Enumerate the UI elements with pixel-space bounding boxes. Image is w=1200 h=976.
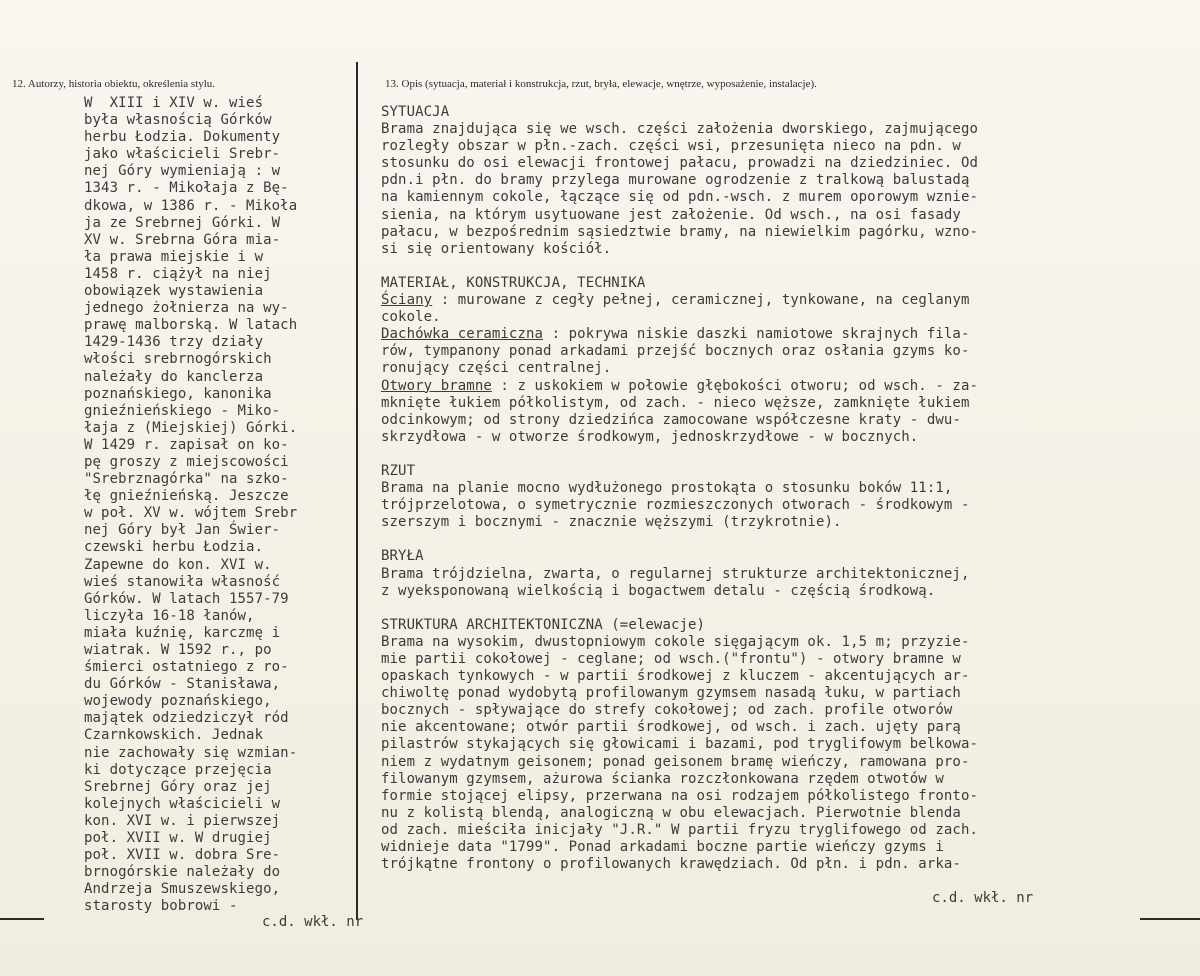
description-line bbox=[381, 566, 978, 583]
history-line: du Górków - Stanisława, bbox=[84, 676, 281, 693]
description-line bbox=[381, 412, 978, 429]
line-text: odcinkowym; od strony dziedzińca zamocowane współczesne kraty - dwu- bbox=[381, 411, 961, 428]
history-line: Andrzeja Smuszewskiego, bbox=[84, 881, 281, 898]
description-text-column bbox=[381, 104, 978, 873]
line-text: si się orientowany kościół. bbox=[381, 240, 612, 257]
description-line bbox=[381, 224, 978, 241]
line-text: opaskach tynkowych - w partii środkowej z kluczem - akcentujących ar- bbox=[381, 668, 970, 685]
line-text: nu z kolistą blendą, analogiczną w obu elewacjach. Pierwotnie blenda bbox=[381, 804, 961, 821]
description-line bbox=[381, 497, 978, 514]
line-text: nie akcentowane; otwór partii środkowej, od wsch. i zach. ujęty parą bbox=[381, 719, 961, 736]
line-text: pilastrów stykających się głowicami i bazami, pod tryglifowym belkowa- bbox=[381, 736, 979, 753]
section-heading bbox=[381, 617, 978, 634]
history-line: liczyła 16-18 łanów, bbox=[84, 607, 255, 624]
history-text-column bbox=[84, 95, 297, 916]
description-line bbox=[381, 805, 978, 822]
history-line: herbu Łodzia. Dokumenty bbox=[84, 129, 281, 146]
description-line bbox=[381, 172, 978, 189]
line-text: rozległy obszar w płn.-zach. części wsi, przesunięta nieco na pdn. w bbox=[381, 138, 961, 155]
history-line: dkowa, w 1386 r. - Mikoła bbox=[84, 197, 298, 214]
line-text: z wyeksponowaną wielkością i bogactwem detalu - częścią środkową. bbox=[381, 582, 936, 599]
underlined-term: Ściany bbox=[381, 292, 433, 309]
history-line: "Srebrznagórka" na szko- bbox=[84, 471, 289, 488]
description-line bbox=[381, 309, 978, 326]
history-line: W 1429 r. zapisał on ko- bbox=[84, 436, 289, 453]
left-column-header: 12. Autorzy, historia obiektu, określenia stylu. bbox=[12, 78, 216, 90]
line-text: formie stojącej elipsy, przerwana na osi rodzajem półkolistego fronto- bbox=[381, 787, 979, 804]
history-line: Czarnkowskich. Jednak bbox=[84, 727, 264, 744]
description-line bbox=[381, 378, 978, 395]
line-text: pdn.i płn. do bramy przylega murowane ogrodzenie z tralkową balustadą bbox=[381, 172, 970, 189]
line-text: : pokrywa niskie daszki namiotowe skrajnych fila- bbox=[543, 326, 970, 343]
line-text: widnieje data "1799". Ponad arkadami boczne partie wieńczy gzyms i bbox=[381, 839, 944, 856]
line-text: pałacu, w bezpośrednim sąsiedztwie bramy, na niewielkim pagórku, wzno- bbox=[381, 223, 979, 240]
line-text: stosunku do osi elewacji frontowej pałacu, prowadzi na dziedziniec. Od bbox=[381, 155, 979, 172]
description-line bbox=[381, 788, 978, 805]
section-heading bbox=[381, 104, 978, 121]
line-text: sienia, na którym usytuowane jest założenie. Od wsch., na osi fasady bbox=[381, 206, 961, 223]
description-line bbox=[381, 839, 978, 856]
description-line bbox=[381, 155, 978, 172]
description-line bbox=[381, 668, 978, 685]
history-line: wieś stanowiła własność bbox=[84, 573, 281, 590]
column-divider bbox=[356, 62, 358, 920]
bottom-right-rule bbox=[1140, 918, 1200, 920]
line-text: BRYŁA bbox=[381, 548, 424, 565]
history-line: wojewody poznańskiego, bbox=[84, 693, 272, 710]
history-line: kon. XVI w. i pierwszej bbox=[84, 812, 281, 829]
line-text: skrzydłowa - w otworze środkowym, jednoskrzydłowe - w bocznych. bbox=[381, 428, 919, 445]
line-text: : murowane z cegły pełnej, ceramicznej, tynkowane, na ceglanym bbox=[432, 292, 970, 309]
description-line bbox=[381, 583, 978, 600]
description-section bbox=[381, 617, 978, 873]
history-line: starosty bobrowi - bbox=[84, 898, 238, 915]
history-line: poznańskiego, kanonika bbox=[84, 385, 272, 402]
line-text: na kamiennym cokole, łączące się od pdn.-wsch. z murem oporowym wznie- bbox=[381, 189, 979, 206]
history-line: jednego żołnierza na wy- bbox=[84, 300, 289, 317]
history-line: ki dotyczące przejęcia bbox=[84, 761, 272, 778]
right-continuation-note: c.d. wkł. nr bbox=[932, 890, 1034, 906]
line-text: rów, tympanony ponad arkadami przejść bocznych oraz osłania gzyms ko- bbox=[381, 343, 970, 360]
description-line bbox=[381, 429, 978, 446]
description-line bbox=[381, 189, 978, 206]
description-line bbox=[381, 138, 978, 155]
line-text: : z uskokiem w połowie głębokości otworu; od wsch. - za- bbox=[491, 377, 979, 394]
history-line: w poł. XV w. wójtem Srebr bbox=[84, 505, 298, 522]
description-line bbox=[381, 771, 978, 788]
history-line: majątek odziedziczył ród bbox=[84, 710, 289, 727]
history-line: Zapewne do kon. XVI w. bbox=[84, 556, 272, 573]
line-text: STRUKTURA ARCHITEKTONICZNA (=elewacje) bbox=[381, 616, 706, 633]
history-line: należały do kanclerza bbox=[84, 368, 264, 385]
underlined-term: Dachówka ceramiczna bbox=[381, 326, 544, 343]
description-line bbox=[381, 480, 978, 497]
history-line: 1429-1436 trzy działy bbox=[84, 334, 264, 351]
line-text: mknięte łukiem półkolistym, od zach. - nieco węższe, zamknięte łukiem bbox=[381, 394, 970, 411]
history-line: czewski herbu Łodzia. bbox=[84, 539, 264, 556]
section-heading bbox=[381, 275, 978, 292]
line-text: trójprzelotowa, o symetrycznie rozmieszczonych otworach - środkowym - bbox=[381, 497, 970, 514]
description-line bbox=[381, 241, 978, 258]
description-line bbox=[381, 719, 978, 736]
bottom-left-rule bbox=[0, 918, 44, 920]
history-line: Srebrnej Góry oraz jej bbox=[84, 778, 272, 795]
line-text: MATERIAŁ, KONSTRUKCJA, TECHNIKA bbox=[381, 274, 646, 291]
section-heading bbox=[381, 463, 978, 480]
line-text: od zach. mieściła inicjały "J.R." W partii fryzu tryglifowego od zach. bbox=[381, 821, 979, 838]
description-line bbox=[381, 822, 978, 839]
history-line: poł. XVII w. W drugiej bbox=[84, 830, 272, 847]
description-line bbox=[381, 121, 978, 138]
line-text: SYTUACJA bbox=[381, 104, 450, 120]
description-line bbox=[381, 395, 978, 412]
history-line: brnogórskie należały do bbox=[84, 864, 281, 881]
history-line: ła prawa miejskie i w bbox=[84, 248, 264, 265]
history-line: miała kuźnię, karczmę i bbox=[84, 624, 281, 641]
line-text: mie partii cokołowej - ceglane; od wsch.("frontu") - otwory bramne w bbox=[381, 651, 961, 667]
history-line: łę gnieźnieńską. Jeszcze bbox=[84, 488, 289, 505]
description-line bbox=[381, 736, 978, 753]
description-line bbox=[381, 702, 978, 719]
history-line: wiatrak. W 1592 r., po bbox=[84, 642, 272, 658]
description-section bbox=[381, 548, 978, 599]
line-text: Brama na planie mocno wydłużonego prostokąta o stosunku boków 11:1, bbox=[381, 480, 953, 497]
description-line bbox=[381, 326, 978, 343]
line-text: RZUT bbox=[381, 462, 416, 479]
history-line: XV w. Srebrna Góra mia- bbox=[84, 231, 281, 248]
description-line bbox=[381, 360, 978, 377]
history-line: Górków. W latach 1557-79 bbox=[84, 590, 289, 607]
history-line: obowiązek wystawienia bbox=[84, 283, 264, 300]
description-line bbox=[381, 634, 978, 651]
history-line: była własnością Górków bbox=[84, 112, 272, 129]
line-text: ronujący części centralnej. bbox=[381, 360, 612, 377]
history-line: nej Góry był Jan Świer- bbox=[84, 522, 281, 539]
description-line bbox=[381, 754, 978, 771]
history-line: poł. XVII w. dobra Sre- bbox=[84, 847, 281, 864]
line-text: Brama na wysokim, dwustopniowym cokole sięgającym ok. 1,5 m; przyzie- bbox=[381, 633, 970, 650]
description-section bbox=[381, 463, 978, 531]
history-line: nie zachowały się wzmian- bbox=[84, 744, 298, 761]
description-line bbox=[381, 685, 978, 702]
description-line bbox=[381, 514, 978, 531]
line-text: niem z wydatnym geisonem; ponad geisonem bramę wieńczy, ramowana pro- bbox=[381, 753, 970, 770]
line-text: Brama trójdzielna, zwarta, o regularnej strukturze architektonicznej, bbox=[381, 565, 970, 582]
description-line bbox=[381, 343, 978, 360]
description-section bbox=[381, 275, 978, 446]
line-text: trójkątne frontony o profilowanych krawędziach. Od płn. i pdn. arka- bbox=[381, 856, 961, 873]
line-text: bocznych - spływające do strefy cokołowej; od zach. profile otworów bbox=[381, 702, 953, 719]
history-line: 1343 r. - Mikołaja z Bę- bbox=[84, 180, 289, 197]
left-continuation-note: c.d. wkł. nr bbox=[262, 914, 364, 930]
description-section bbox=[381, 104, 978, 258]
line-text: szerszym i bocznymi - znacznie węższymi (trzykrotnie). bbox=[381, 514, 842, 531]
history-line: W XIII i XIV w. wieś bbox=[84, 95, 264, 111]
history-line: jako właścicieli Srebr- bbox=[84, 146, 281, 163]
right-column-header: 13. Opis (sytuacja, materiał i konstrukcja, rzut, bryła, elewacje, wnętrze, wyposażenie, instalacje). bbox=[385, 78, 817, 90]
description-line bbox=[381, 856, 978, 873]
description-line bbox=[381, 651, 978, 668]
history-line: kolejnych właścicieli w bbox=[84, 795, 281, 812]
history-line: 1458 r. ciążył na niej bbox=[84, 265, 272, 282]
history-line: włości srebrnogórskich bbox=[84, 351, 272, 368]
history-line: łaja z (Miejskiej) Górki. bbox=[84, 419, 298, 436]
description-line bbox=[381, 207, 978, 224]
line-text: filowanym gzymsem, ażurowa ścianka rozczłonkowana rzędem otwotów w bbox=[381, 770, 944, 787]
section-heading bbox=[381, 548, 978, 565]
line-text: Brama znajdująca się we wsch. części założenia dworskiego, zajmującego bbox=[381, 121, 979, 138]
line-text: chiwoltę ponad wydobytą profilowanym gzymsem nasadą łuku, w partiach bbox=[381, 685, 961, 702]
line-text: cokole. bbox=[381, 309, 441, 326]
history-line: pę groszy z miejscowości bbox=[84, 453, 289, 470]
history-line: prawę malborską. W latach bbox=[84, 317, 298, 334]
description-line bbox=[381, 292, 978, 309]
history-line: śmierci ostatniego z ro- bbox=[84, 659, 289, 676]
underlined-term: Otwory bramne bbox=[381, 377, 492, 394]
history-line: nej Góry wymieniają : w bbox=[84, 163, 281, 180]
history-line: ja ze Srebrnej Górki. W bbox=[84, 214, 281, 231]
history-line: gnieźnieńskiego - Miko- bbox=[84, 402, 281, 419]
